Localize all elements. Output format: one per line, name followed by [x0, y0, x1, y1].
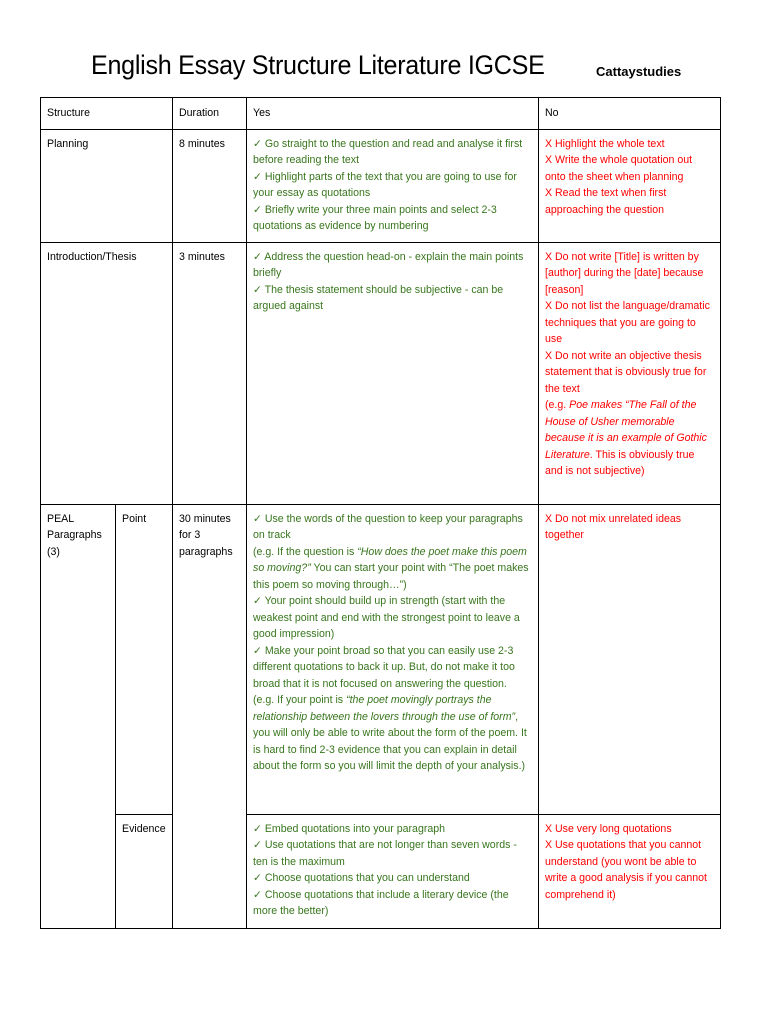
yes-item: ✓ Go straight to the question and read and analyse it first before reading the text — [253, 137, 523, 166]
author-name: Cattaystudies — [596, 64, 682, 79]
page-header — [0, 46, 768, 94]
yes-cell — [247, 129, 539, 242]
no-item: X Use very long quotations — [545, 822, 672, 835]
yes-cell — [247, 242, 539, 504]
table-row-peal-evidence — [41, 814, 721, 928]
page-title: English Essay Structure Literature IGCSE — [91, 50, 545, 80]
header-no: No — [539, 98, 721, 130]
example-suffix: . This is obviously true and is not subjective) — [545, 448, 695, 477]
example-italic: Poe makes “The Fall of the House of Usher memorable because it is an example of Gothic Literature — [545, 399, 707, 461]
example-prefix: (e.g. If the question is — [253, 545, 358, 558]
no-cell — [539, 129, 721, 242]
structure-cell: Planning — [41, 129, 173, 242]
yes-item: ✓ Highlight parts of the text that you are going to use for your essay as quotations — [253, 170, 517, 199]
yes-item: ✓ Your point should build up in strength (start with the weakest point and end with the strongest point to leave a good impression) — [253, 595, 520, 640]
sub-structure-cell: Point — [116, 504, 173, 814]
yes-cell — [247, 814, 539, 928]
yes-item: ✓ Briefly write your three main points and select 2-3 quotations as evidence by numbering — [253, 203, 497, 232]
example-prefix: (e.g. — [545, 399, 570, 411]
table-row-peal-point — [41, 504, 721, 814]
structure-cell: PEAL Paragraphs (3) — [41, 504, 116, 928]
no-item: X Do not mix unrelated ideas together — [545, 512, 682, 541]
structure-cell: Introduction/Thesis — [41, 242, 173, 504]
no-item: X Read the text when first approaching the question — [545, 187, 667, 216]
no-item: X Do not write an objective thesis statement that is obviously true for the text — [545, 349, 707, 395]
yes-item: ✓ Use quotations that are not longer than seven words - ten is the maximum — [253, 839, 517, 868]
no-cell — [539, 504, 721, 814]
no-item: X Use quotations that you cannot understand (you wont be able to write a good analysis if you cannot comprehend it) — [545, 839, 707, 901]
duration-cell: 8 minutes — [173, 129, 247, 242]
yes-item: ✓ Address the question head-on - explain the main points briefly — [253, 250, 524, 279]
no-example — [545, 397, 714, 480]
yes-item: ✓ Choose quotations that you can understand — [253, 872, 470, 884]
yes-example — [253, 544, 532, 594]
yes-cell — [247, 504, 539, 814]
example-italic: “How does the poet make this poem so moving?” — [253, 545, 527, 574]
essay-structure-table — [40, 97, 721, 929]
table-row-introduction — [41, 242, 721, 504]
yes-item: ✓ Choose quotations that include a literary device (the more the better) — [253, 888, 509, 917]
example-prefix: (e.g. If your point is — [253, 694, 347, 706]
yes-example — [253, 692, 532, 775]
no-item: X Do not write [Title] is written by [author] during the [date] because [reason] — [545, 250, 704, 296]
no-item: X Write the whole quotation out onto the sheet when planning — [545, 154, 693, 183]
duration-cell: 3 minutes — [173, 242, 247, 504]
header-duration: Duration — [173, 98, 247, 130]
yes-item: ✓ Make your point broad so that you can easily use 2-3 different quotations to back it up. But, do not make it too broad that it is not focused on answering the question. — [253, 644, 515, 690]
table-header-row — [41, 98, 721, 130]
example-suffix: , you will only be able to write about the form of the poem. It is hard to find 2-3 evidence that you can explain in detail about the form so you will limit the depth of your analysis.) — [253, 710, 527, 772]
sub-structure-cell: Evidence — [116, 814, 173, 928]
yes-item: ✓ Use the words of the question to keep your paragraphs on track — [253, 512, 523, 541]
example-suffix: You can start your point with “The poet makes this poem so moving through…”) — [253, 562, 529, 591]
yes-item: ✓ The thesis statement should be subjective - can be argued against — [253, 283, 504, 312]
table-row-planning — [41, 129, 721, 242]
no-cell — [539, 814, 721, 928]
no-item: X Highlight the whole text — [545, 137, 665, 150]
header-structure: Structure — [41, 98, 173, 130]
no-item: X Do not list the language/dramatic techniques that you are going to use — [545, 300, 710, 345]
duration-cell: 30 minutes for 3 paragraphs — [173, 504, 247, 928]
header-yes: Yes — [247, 98, 539, 130]
yes-item: ✓ Embed quotations into your paragraph — [253, 822, 446, 835]
example-italic: “the poet movingly portrays the relationship between the lovers through the use of form” — [253, 694, 516, 723]
no-cell — [539, 242, 721, 504]
